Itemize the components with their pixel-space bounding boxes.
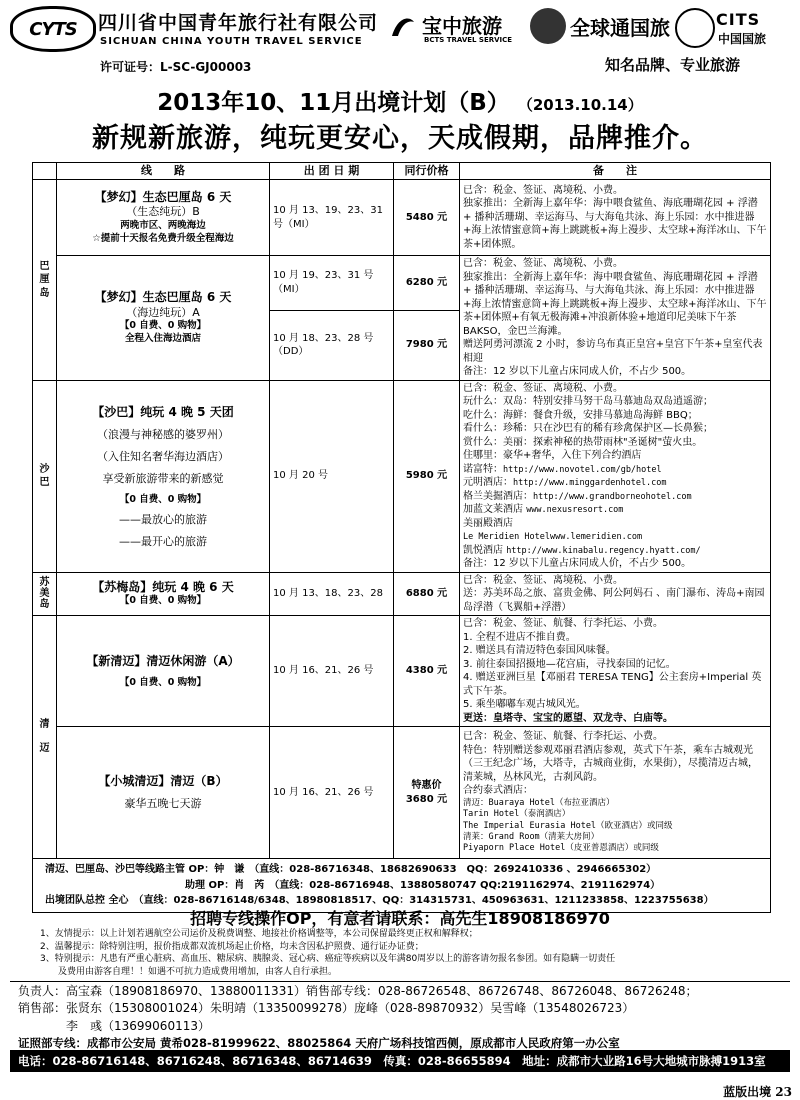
route-title: 【梦幻】生态巴厘岛 6 天 — [94, 190, 232, 205]
hotel-link[interactable]: http://www.grandborneohotel.com — [533, 491, 692, 502]
notes-cell: 已含：税金、签证、离境税、小费。 独家推出：全新海上嘉年华：海中喂食鲨鱼、海底珊瑚花园 + 浮潜 + 播种活珊瑚、幸运海马、与大海龟共泳、海上乐园：水中推进器+海上浓情蜜意筒+海上跳跳板+海上漫步、太空球+海洋冰山、下午茶+团体照。 — [460, 180, 771, 256]
departure-dates: 10 月 16、21、26 号 — [270, 616, 394, 727]
company-name-en: SICHUAN CHINA YOUTH TRAVEL SERVICE — [100, 36, 363, 47]
header-price: 同行价格 — [394, 163, 460, 180]
notes-cell: 已含：税金、签证、离境税、小费。 玩什么：双岛：特别安排马努干岛马慕迪岛双岛逍遥游； 吃什么：海鲜：餐食升级，安排马慕迪岛海鲜 BBQ； 看什么：珍稀：只在沙巴有的稀有珍禽保护区—长鼻猴； 赏什么：美丽：探索神秘的热带雨林"圣诞树"萤火虫。 住哪里：豪华+奢华，入住下列合约酒店 诺富特：http://www.novotel.com/gb/hotel 元明酒店：http://www.minggardenhotel.com 格兰美掘酒店：http://www.grandborneohotel.com 加蓝文莱酒店 www.nexusresort.com 美丽殿酒店 Le Meridien Hotelwww.lemeridien.com 凯悦酒店 http://www.kinabalu.regency.hyatt.com/ 备注：12 岁以下儿童占床同成人价，不占少 500。 — [460, 380, 771, 572]
page-title — [0, 84, 800, 117]
region-sabah: 沙 巴 — [33, 380, 57, 572]
price: 7980 元 — [394, 310, 460, 380]
table-row — [33, 180, 771, 256]
table-row — [33, 616, 771, 727]
footer-contact-bar: 电话：028-86716148、86716248、86716348、86714639 传真：028-86655894 地址：成都市大业路16号大地城市脉搏1913室 — [10, 1050, 790, 1072]
hotel-link[interactable]: http://www.kinabalu.regency.hyatt.com/ — [506, 545, 701, 556]
departure-dates: 10 月 18、23、28 号（DD） — [270, 310, 394, 380]
departure-dates: 10 月 13、19、23、31 号（MI） — [270, 180, 394, 256]
page-tag: 蓝版出境 23 — [723, 1085, 792, 1099]
staff-line: 负责人：高宝森（18908186970、13880011331）销售部专线：028-86726548、86726748、86726048、86726248； — [18, 984, 698, 998]
divider — [10, 981, 790, 982]
price: 特惠价 3680 元 — [394, 727, 460, 859]
notes-cell: 已含：税金、签证、航餐、行李托运、小费。 特色：特别赠送参观邓丽君酒店参观，英式下午茶，乘车古城观光（三王纪念广场，大塔寺，古城商业街，水果街），尽揽清迈古城，清莱城，丛林风光，古刹风韵。 合约泰式酒店： 清迈：Buaraya Hotel（布拉亚酒店） Tarin Hotel（泰润酒店） The Imperial Eurasia Hotel（欧亚酒店）或同级 清莱：Grand Room（清莱大房间） Piyaporn Place Hotel（皮亚普恩酒店）或同级 — [460, 727, 771, 859]
route-cell: 【苏梅岛】纯玩 4 晚 6 天 【0 自费、0 购物】 — [57, 572, 270, 616]
price: 6880 元 — [394, 572, 460, 616]
region-chiangmai: 清 迈 — [33, 616, 57, 859]
header-notes: 备 注 — [460, 163, 771, 180]
title-main: 2013年10、11月出境计划（B） — [157, 90, 510, 116]
brand-cits-cn: 中国国旅 — [718, 32, 767, 46]
price: 5980 元 — [394, 380, 460, 572]
notes-cell: 已含：税金、签证、航餐、行李托运、小费。 1. 全程不进店不推自费。 2. 赠送具有清迈特色泰国风味餐。 3. 前往泰国招摄地—花宫庙，寻找泰国的记忆。 4. 赠送亚洲巨星【邓丽君 TERESA TENG】公主套房+Imperial 英式下午茶。 5. 乘坐嘟嘟车观古城风光。 更送：皇塔寺、宝宝的愿望、双龙寺、白庙等。 — [460, 616, 771, 727]
tip-line: 3、特别提示：凡患有严重心脏病、高血压、糖尿病、胰腺炎、冠心病、癌症等疾病以及年满80周岁以上的游客请勿报名参团。如有隐瞒一切责任 — [40, 954, 616, 965]
route-cell: 【新清迈】清迈休闲游（A） 【0 自费、0 购物】 — [57, 616, 270, 727]
staff-line: 李 彧（13699060113） — [18, 1018, 210, 1033]
notes-cell: 已含：税金、签证、离境税、小费。 独家推出：全新海上嘉年华：海中喂食鲨鱼、海底珊瑚花园 + 浮潜 + 播种活珊瑚、幸运海马、与大海龟共泳、海上乐园：水中推进器+海上浓情蜜意筒+海上跳跳板+海上漫步、太空球+海洋冰山、下午茶+团体照+有氧无极海滩+冲浪新体验+地道印尼美味下午茶 BAKSO，金巴兰海滩。 赠送阿勇河漂流 2 小时，参访乌布真正皇宫+皇宫下午茶+皇室代表相迎 备注：12 岁以下儿童占床同成人价，不占少 500。 — [460, 256, 771, 381]
route-cell: 【沙巴】纯玩 4 晚 5 天团 （浪漫与神秘感的婆罗州） （入住知名奢华海边酒店） 享受新旅游带来的新感觉 【0 自费、0 购物】 ——最放心的旅游 ——最开心的旅游 — [57, 380, 270, 572]
table-row — [33, 380, 771, 572]
brand-global: 全球通国旅 — [570, 16, 670, 40]
tip-line: 2、温馨提示：除特别注明，报价指成都双流机场起止价格，均未含因私护照费、通行证办证费； — [40, 941, 424, 952]
header-route: 线 路 — [57, 163, 270, 180]
hotel-link[interactable]: www.nexusresort.com — [526, 505, 624, 515]
license-number: 许可证号：L-SC-GJ00003 — [100, 60, 252, 74]
itinerary-table — [32, 162, 771, 913]
contact-line: 清迈、巴厘岛、沙巴等线路主管 OP：钟 谦 （直线：028-86716348、18682690633 QQ：2692410336 、2946665302） — [45, 864, 657, 875]
recruit-banner: 招聘专线操作OP，有意者请联系：高先生18908186970 — [190, 909, 610, 928]
contact-row — [33, 859, 771, 913]
price: 4380 元 — [394, 616, 460, 727]
staff-line: 证照部专线：成都市公安局 黄希028-81999622、88025864 天府广场科技馆西侧，原成都市人民政府第一办公室 — [18, 1036, 620, 1051]
route-cell: 【梦幻】生态巴厘岛 6 天 （生态纯玩）B 两晚市区、两晚海边 ☆提前十天报名免费升级全程海边 — [57, 180, 270, 256]
company-name-cn: 四川省中国青年旅行社有限公司 — [98, 12, 379, 34]
table-row — [33, 256, 771, 311]
departure-dates: 10 月 13、18、23、28 — [270, 572, 394, 616]
route-title: 【苏梅岛】纯玩 4 晚 6 天 — [92, 580, 234, 595]
route-cell: 【小城清迈】清迈（B） 豪华五晚七天游 — [57, 727, 270, 859]
cyts-logo: CYTS — [10, 6, 96, 52]
tips-section — [40, 928, 780, 978]
route-title: 【新清迈】清迈休闲游（A） — [86, 653, 240, 668]
bcts-logo-icon — [388, 14, 418, 40]
contact-line: 出境团队总控 全心 （直线：028-86716148/6348、18980818517、QQ：314315731、450963631、1211233858、1223755638） — [45, 895, 714, 906]
table-row — [33, 572, 771, 616]
departure-dates: 10 月 20 号 — [270, 380, 394, 572]
brand-cits: CITS — [716, 10, 761, 29]
route-title: 【梦幻】生态巴厘岛 6 天 — [94, 290, 232, 305]
tagline: 知名品牌、专业旅游 — [605, 56, 741, 74]
route-title: 【小城清迈】清迈（B） — [98, 773, 228, 788]
tip-line: 1、友情提示：以上计划若遇航空公司运价及税费调整、地接社价格调整等，本公司保留最终更正权和解释权； — [40, 929, 478, 939]
brand-bcts-en: BCTS TRAVEL SERVICE — [424, 36, 513, 44]
cits-logo-icon — [675, 8, 715, 48]
notes-cell: 已含：税金、签证、离境税、小费。 送：苏美环岛之旅、富贵金佛、阿公阿妈石 、南门瀑布、涛岛+南园岛浮潜（飞翼船+浮潜） — [460, 572, 771, 616]
header-date: 出 团 日 期 — [270, 163, 394, 180]
region-bali: 巴 厘 岛 — [33, 180, 57, 381]
title-date: （2013.10.14） — [517, 96, 643, 114]
departure-dates: 10 月 16、21、26 号 — [270, 727, 394, 859]
route-cell: 【梦幻】生态巴厘岛 6 天 （海边纯玩）A 【0 自费、0 购物】 全程入住海边酒店 — [57, 256, 270, 381]
hotel-link[interactable]: http://www.minggardenhotel.com — [513, 478, 667, 488]
brand-bcts: 宝中旅游 — [422, 14, 502, 38]
route-title: 【沙巴】纯玩 4 晚 5 天团 — [92, 404, 234, 419]
staff-line: 销售部：张贤东（15308001024）朱明靖（13350099278）庞峰（028-89870932）吴雪峰（13548026723） — [18, 1001, 635, 1016]
price: 5480 元 — [394, 180, 460, 256]
departure-dates: 10 月 19、23、31 号（MI） — [270, 256, 394, 311]
slogan: 新规新旅游，纯玩更安心，天成假期，品牌推介。 — [92, 123, 708, 154]
staff-contacts — [18, 983, 788, 1052]
price: 6280 元 — [394, 256, 460, 311]
region-samui: 苏 美 岛 — [33, 572, 57, 616]
contact-line: 助理 OP：肖 芮 （直线：028-86716948、13880580747 QQ:2191162974、2191162974） — [185, 879, 661, 891]
globe-icon — [530, 8, 566, 44]
table-row — [33, 727, 771, 859]
table-header-row — [33, 163, 771, 180]
hotel-link[interactable]: www.lemeridien.com — [550, 532, 643, 542]
hotel-link[interactable]: http://www.novotel.com/gb/hotel — [503, 464, 662, 475]
tip-line: 及费用由游客自理！！如遇不可抗力造成费用增加，由客人自行承担。 — [40, 966, 338, 977]
